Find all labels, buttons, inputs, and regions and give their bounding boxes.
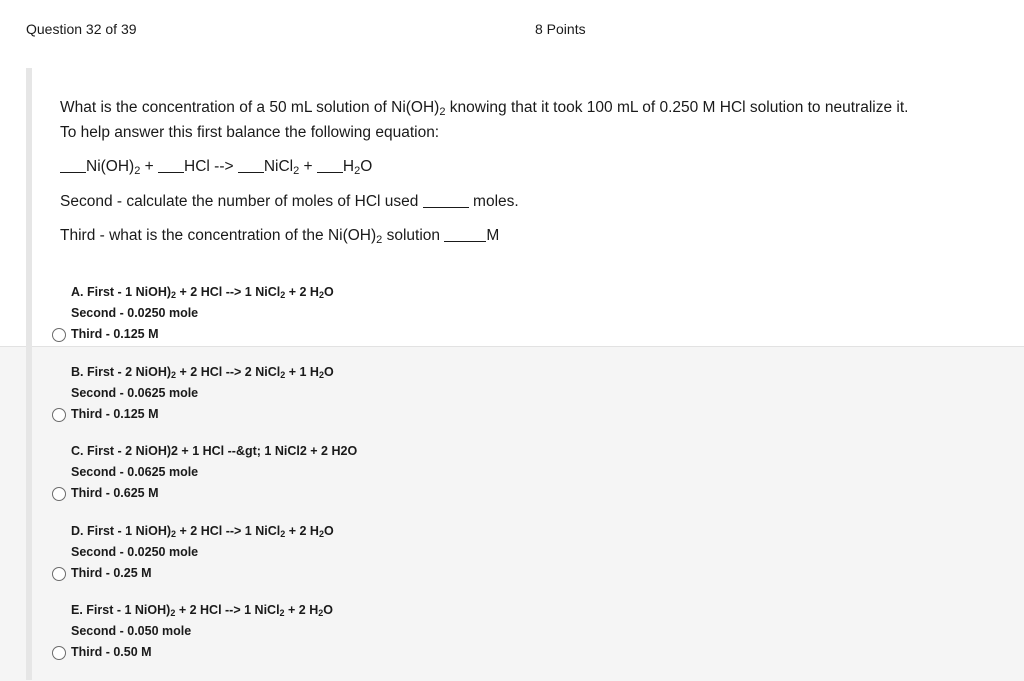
option-d-radio[interactable] xyxy=(52,567,66,581)
coefficient-blank xyxy=(60,158,86,173)
question-header xyxy=(0,0,1024,66)
option-b-second: Second - 0.0625 mole xyxy=(71,386,199,400)
option-a-third: Third - 0.125 M xyxy=(71,327,159,341)
option-b-radio[interactable] xyxy=(52,408,66,422)
option-b-third: Third - 0.125 M xyxy=(71,407,159,421)
option-c-second: Second - 0.0625 mole xyxy=(71,465,199,479)
question-prompt-line-1: What is the concentration of a 50 mL solution of $Ni(OH)_2$ knowing that it took 100 mL of 0.250 M HCl solution to neutralize it. xyxy=(60,99,909,118)
moles-blank xyxy=(423,193,469,208)
question-number: Question 32 of 39 xyxy=(26,21,137,37)
option-e-radio[interactable] xyxy=(52,646,66,660)
coefficient-blank xyxy=(238,158,264,173)
option-a-radio[interactable] xyxy=(52,328,66,342)
balance-equation: $Ni(OH)_2$ + HCl --> NiCl$_2$ + $H_2O$ xyxy=(60,157,372,177)
option-d-first: D. First - 1 $NiOH)_2 + 2$ HCl --> 1 NiCl$_2$ + 2 $H_2O$ xyxy=(71,524,334,539)
option-e-third: Third - 0.50 M xyxy=(71,645,152,659)
second-step-prompt: Second - calculate the number of moles of HCl used moles. xyxy=(60,193,519,210)
coefficient-blank xyxy=(158,158,184,173)
option-e-second: Second - 0.050 mole xyxy=(71,624,192,638)
option-d-third: Third - 0.25 M xyxy=(71,566,152,580)
option-a-second: Second - 0.0250 mole xyxy=(71,306,199,320)
option-a-first: A. First - 1 $NiOH)_2 + 2$ HCl --> 1 NiCl$_2$ + 2 $H_2O$ xyxy=(71,285,334,300)
option-e-first: E. First - 1 $NiOH)_2 + 2$ HCl --> 1 NiCl$_2$ + 2 $H_2O$ xyxy=(71,603,334,618)
coefficient-blank xyxy=(317,158,343,173)
third-step-prompt: Third - what is the concentration of the $Ni(OH)_2$ solution M xyxy=(60,227,500,246)
question-prompt-line-2: To help answer this first balance the following equation: xyxy=(60,124,440,141)
option-c-first: C. First - 2 NiOH)2 + 1 HCl --&gt; 1 NiCl2 + 2 H2O xyxy=(71,444,358,458)
option-c-third: Third - 0.625 M xyxy=(71,486,159,500)
question-points: 8 Points xyxy=(535,21,586,37)
option-d-second: Second - 0.0250 mole xyxy=(71,545,199,559)
concentration-blank xyxy=(444,227,486,242)
option-c-radio[interactable] xyxy=(52,487,66,501)
option-b-first: B. First - 2 $NiOH)_2 + 2$ HCl --> 2 NiCl$_2$ + 1 $H_2O$ xyxy=(71,365,334,380)
question-frame-border xyxy=(26,68,32,680)
